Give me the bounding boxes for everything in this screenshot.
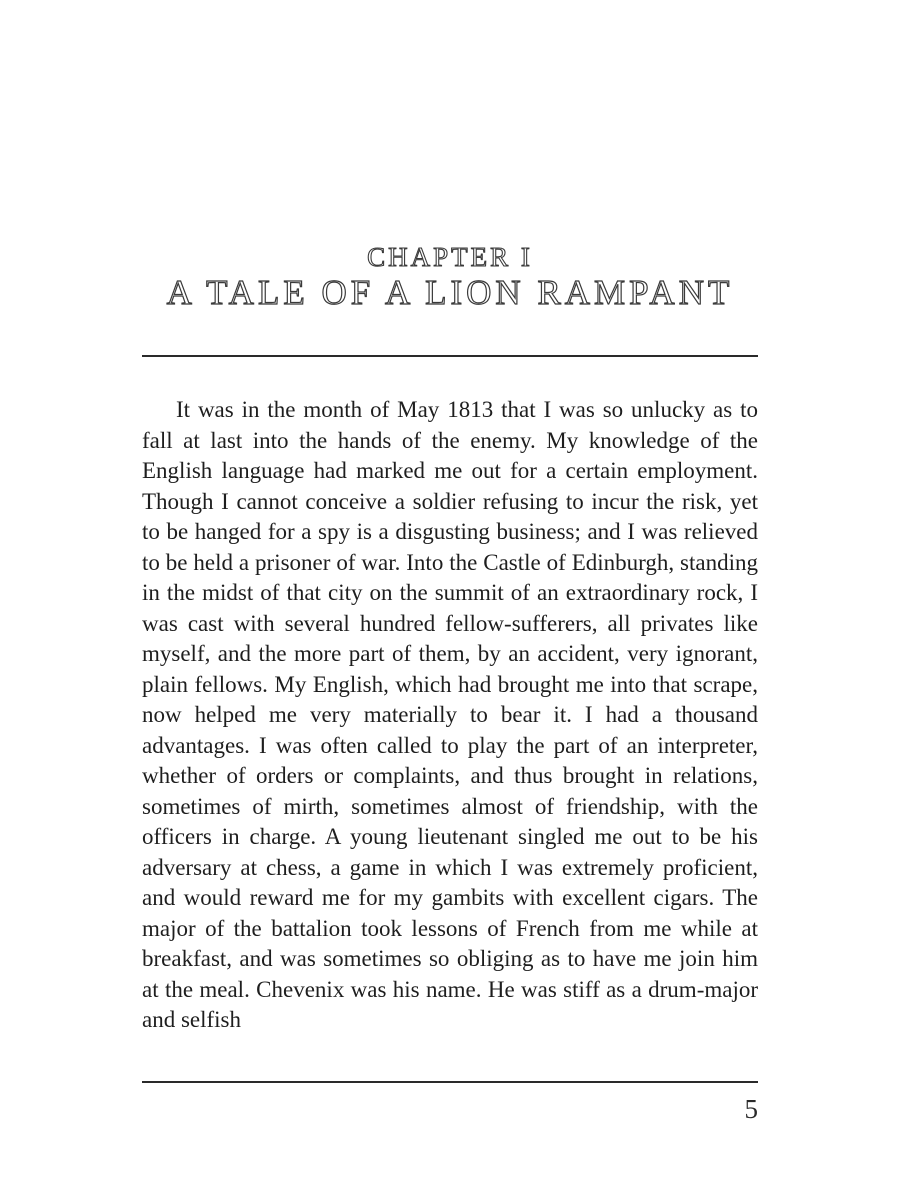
page-number: 5: [744, 1094, 758, 1124]
body-paragraph: It was in the month of May 1813 that I was so unlucky as to fall at last into the hands of the enemy. My knowledge of the English language had marked me out for a certain employment. Though I cannot conceive a soldier refusing to incur the risk, yet to be hanged for a spy is a disgusting business; and I was relieved to be held a prisoner of war. Into the Castle of Edinburgh, standing in the midst of that city on the summit of an extraordinary rock, I was cast with several hundred fellow-sufferers, all privates like myself, and the more part of them, by an accident, very ignorant, plain fellows. My English, which had brought me into that scrape, now helped me very materially to bear it. I had a thousand advantages. I was often called to play the part of an interpreter, whether of orders or complaints, and thus brought in relations, sometimes of mirth, sometimes almost of friendship, with the officers in charge. A young lieutenant singled me out to be his adversary at chess, a game in which I was extremely proficient, and would reward me for my gambits with excellent cigars. The major of the battalion took lessons of French from me while at breakfast, and was sometimes so obliging as to have me join him at the meal. Chevenix was his name. He was stiff as a drum-major and selfish: [142, 397, 758, 1032]
top-divider: [142, 355, 758, 357]
chapter-title: A TALE OF A LION RAMPANT: [166, 273, 734, 312]
chapter-number: CHAPTER I: [367, 242, 533, 272]
bottom-divider: [142, 1081, 758, 1083]
